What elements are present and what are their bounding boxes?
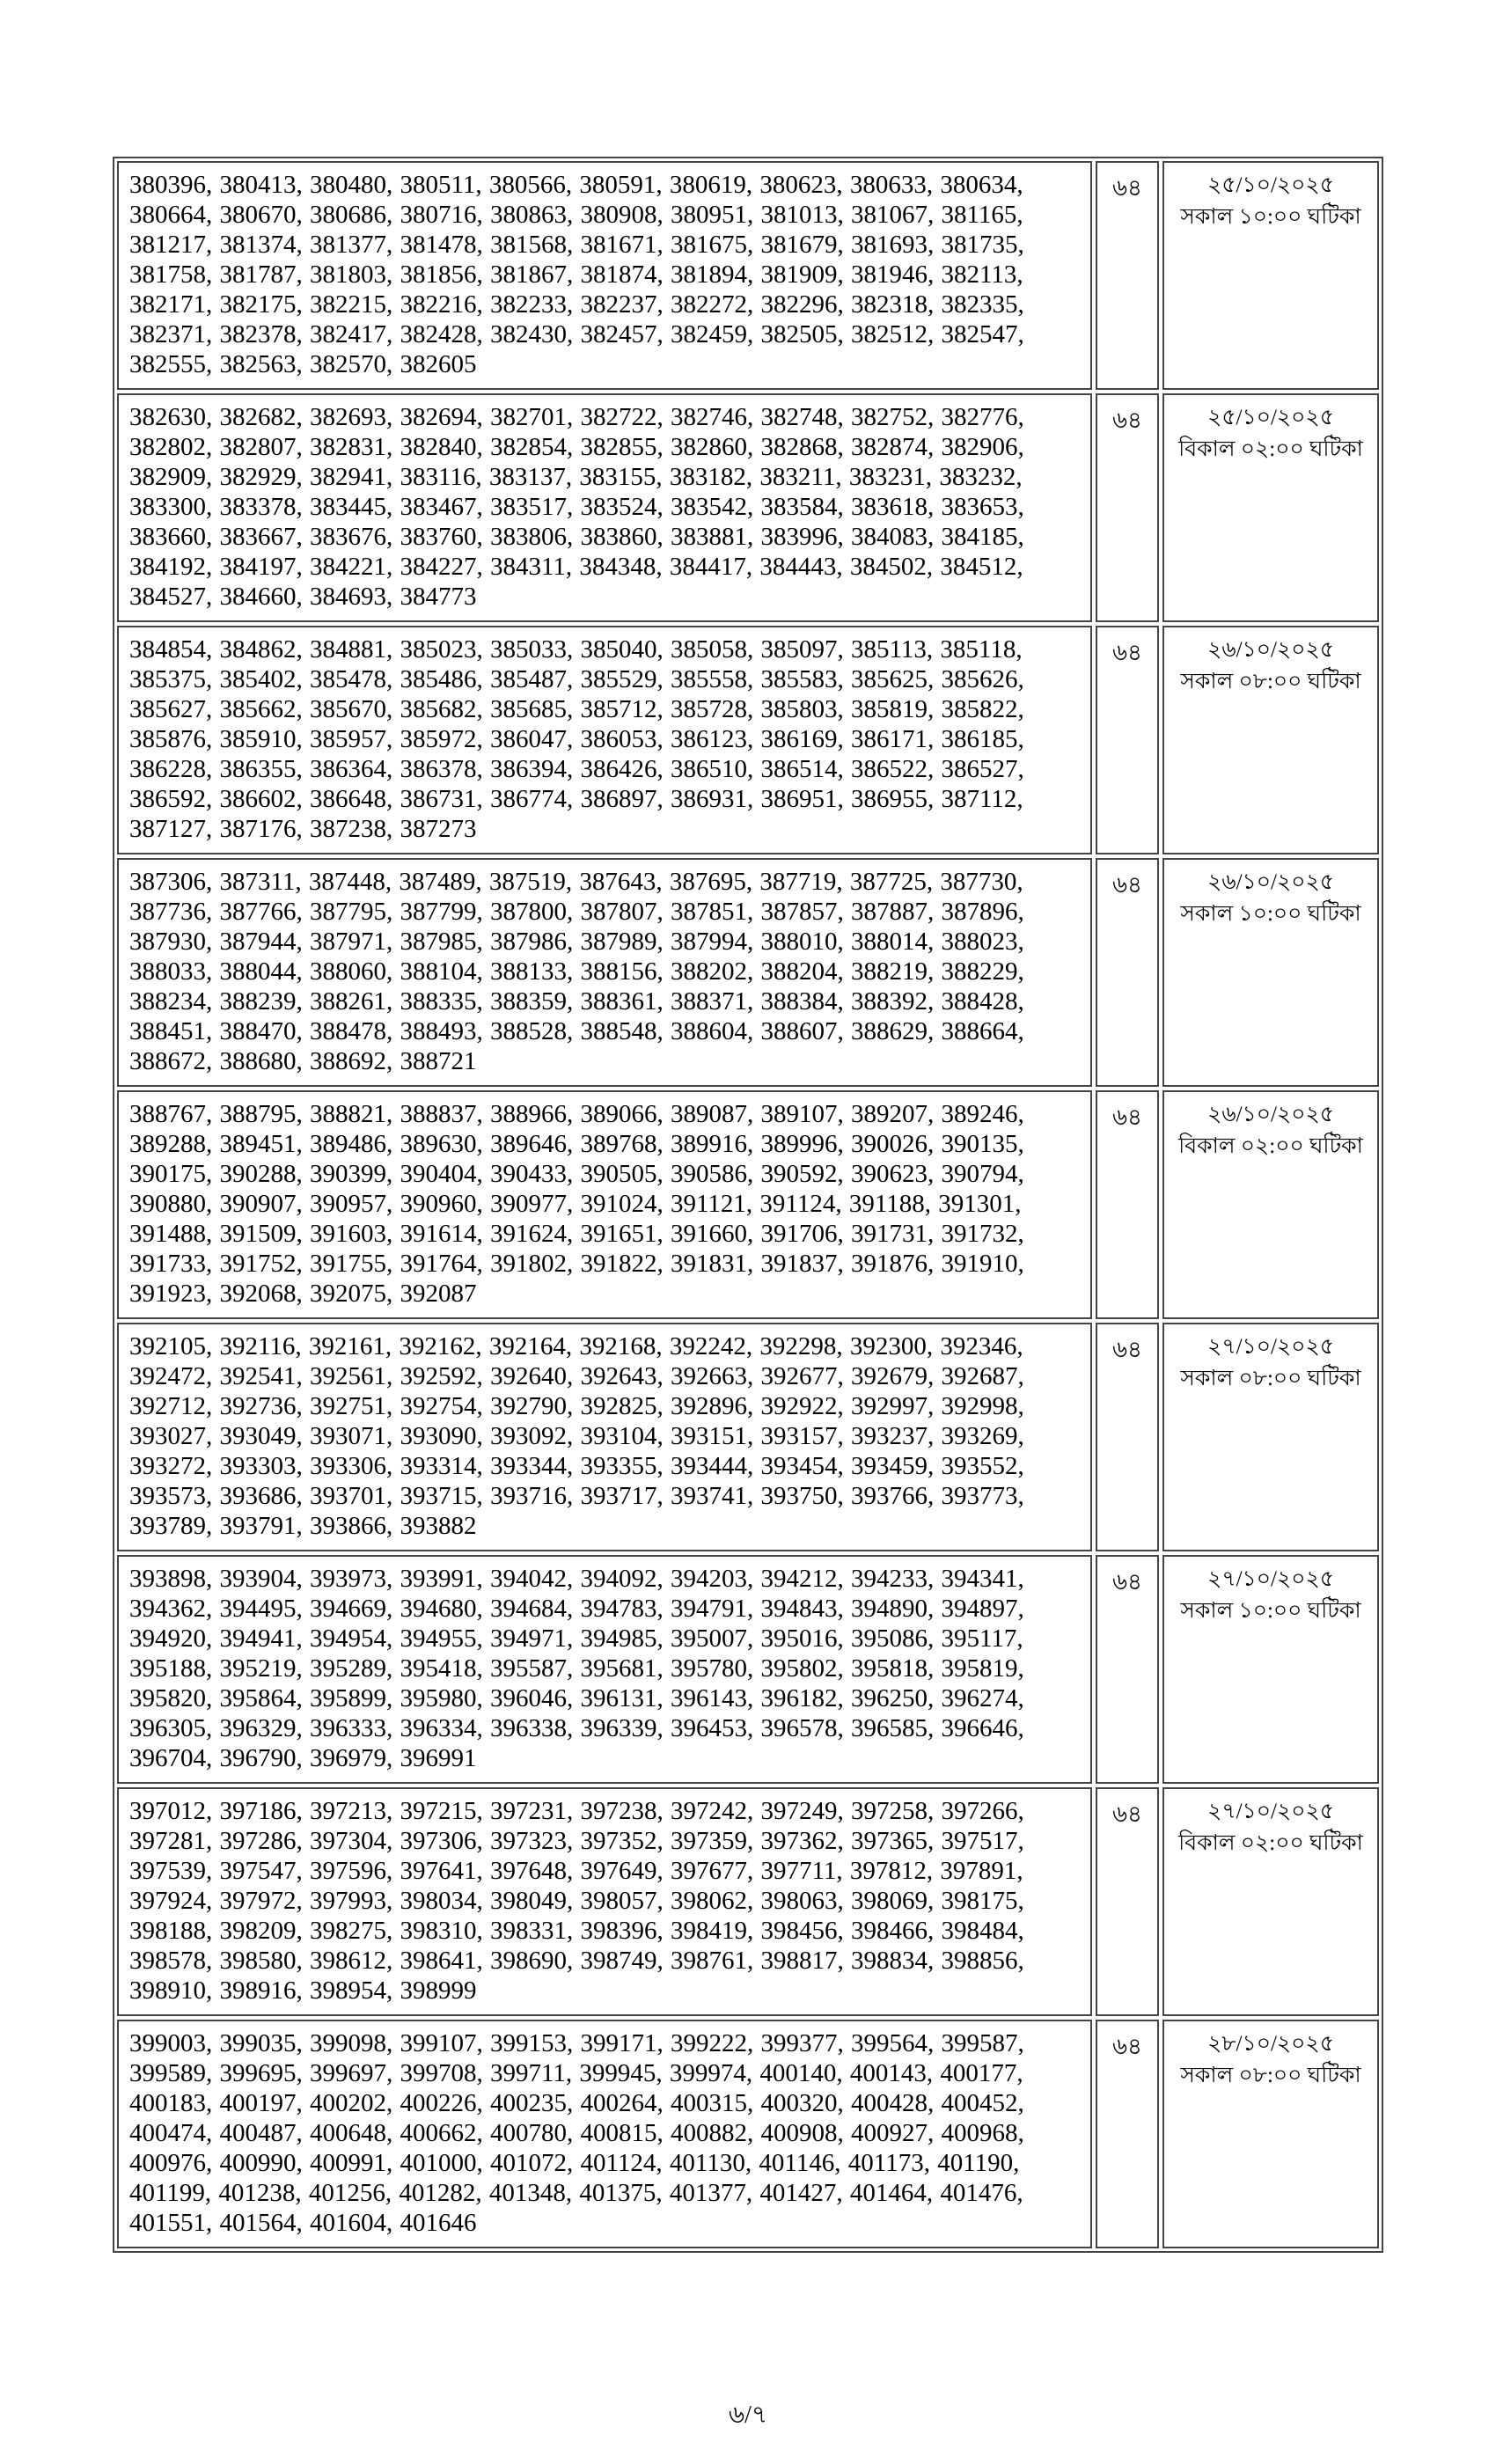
- table-row: [117, 1090, 1379, 1319]
- roll-numbers-cell: 393898, 393904, 393973, 393991, 394042, 394092, 394203, 394212, 394233, 394341, 394362, 394495, 394669, 394680, 394684, 394783, 394791, 394843, 394890, 394897, 394920, 394941, 394954, 394955, 394971, 394985, 395007, 395016, 395086, 395117, 395188, 395219, 395289, 395418, 395587, 395681, 395780, 395802, 395818, 395819, 395820, 395864, 395899, 395980, 396046, 396131, 396143, 396182, 396250, 396274, 396305, 396329, 396333, 396334, 396338, 396339, 396453, 396578, 396585, 396646, 396704, 396790, 396979, 396991: [117, 1555, 1092, 1784]
- roll-numbers-cell: 387306, 387311, 387448, 387489, 387519, 387643, 387695, 387719, 387725, 387730, 387736, 387766, 387795, 387799, 387800, 387807, 387851, 387857, 387887, 387896, 387930, 387944, 387971, 387985, 387986, 387989, 387994, 388010, 388014, 388023, 388033, 388044, 388060, 388104, 388133, 388156, 388202, 388204, 388219, 388229, 388234, 388239, 388261, 388335, 388359, 388361, 388371, 388384, 388392, 388428, 388451, 388470, 388478, 388493, 388528, 388548, 388604, 388607, 388629, 388664, 388672, 388680, 388692, 388721: [117, 858, 1092, 1087]
- roll-numbers-cell: 388767, 388795, 388821, 388837, 388966, 389066, 389087, 389107, 389207, 389246, 389288, 389451, 389486, 389630, 389646, 389768, 389916, 389996, 390026, 390135, 390175, 390288, 390399, 390404, 390433, 390505, 390586, 390592, 390623, 390794, 390880, 390907, 390957, 390960, 390977, 391024, 391121, 391124, 391188, 391301, 391488, 391509, 391603, 391614, 391624, 391651, 391660, 391706, 391731, 391732, 391733, 391752, 391755, 391764, 391802, 391822, 391831, 391837, 391876, 391910, 391923, 392068, 392075, 392087: [117, 1090, 1092, 1319]
- roll-numbers-cell: 397012, 397186, 397213, 397215, 397231, 397238, 397242, 397249, 397258, 397266, 397281, 397286, 397304, 397306, 397323, 397352, 397359, 397362, 397365, 397517, 397539, 397547, 397596, 397641, 397648, 397649, 397677, 397711, 397812, 397891, 397924, 397972, 397993, 398034, 398049, 398057, 398062, 398063, 398069, 398175, 398188, 398209, 398275, 398310, 398331, 398396, 398419, 398456, 398466, 398484, 398578, 398580, 398612, 398641, 398690, 398749, 398761, 398817, 398834, 398856, 398910, 398916, 398954, 398999: [117, 1787, 1092, 2016]
- exam-datetime-cell: [1162, 1323, 1379, 1551]
- roll-numbers-cell: 382630, 382682, 382693, 382694, 382701, 382722, 382746, 382748, 382752, 382776, 382802, 382807, 382831, 382840, 382854, 382855, 382860, 382868, 382874, 382906, 382909, 382929, 382941, 383116, 383137, 383155, 383182, 383211, 383231, 383232, 383300, 383378, 383445, 383467, 383517, 383524, 383542, 383584, 383618, 383653, 383660, 383667, 383676, 383760, 383806, 383860, 383881, 383996, 384083, 384185, 384192, 384197, 384221, 384227, 384311, 384348, 384417, 384443, 384502, 384512, 384527, 384660, 384693, 384773: [117, 393, 1092, 622]
- table-row: [117, 858, 1379, 1087]
- page-number: ৬/৭: [728, 2402, 768, 2429]
- roll-numbers-cell: 399003, 399035, 399098, 399107, 399153, 399171, 399222, 399377, 399564, 399587, 399589, 399695, 399697, 399708, 399711, 399945, 399974, 400140, 400143, 400177, 400183, 400197, 400202, 400226, 400235, 400264, 400315, 400320, 400428, 400452, 400474, 400487, 400648, 400662, 400780, 400815, 400882, 400908, 400927, 400968, 400976, 400990, 400991, 401000, 401072, 401124, 401130, 401146, 401173, 401190, 401199, 401238, 401256, 401282, 401348, 401375, 401377, 401427, 401464, 401476, 401551, 401564, 401604, 401646: [117, 2020, 1092, 2248]
- exam-time: সকাল ১০:০০ ঘটিকা: [1180, 1599, 1361, 1623]
- exam-date: ২৭/১০/২০২৫: [1207, 1567, 1334, 1591]
- candidate-count-cell: ৬৪: [1096, 1787, 1159, 2016]
- exam-datetime-cell: [1162, 393, 1379, 622]
- exam-datetime-cell: [1162, 1787, 1379, 2016]
- exam-datetime-cell: [1162, 1555, 1379, 1784]
- exam-time: সকাল ০৮:০০ ঘটিকা: [1180, 670, 1361, 693]
- candidate-count-cell: ৬৪: [1096, 1090, 1159, 1319]
- exam-datetime-cell: [1162, 626, 1379, 854]
- exam-date: ২৮/১০/২০২৫: [1207, 2032, 1334, 2056]
- table-row: [117, 626, 1379, 854]
- exam-date: ২৬/১০/২০২৫: [1207, 870, 1334, 894]
- exam-date: ২৬/১০/২০২৫: [1207, 638, 1334, 662]
- exam-time: সকাল ০৮:০০ ঘটিকা: [1180, 1367, 1361, 1390]
- exam-time: বিকাল ০২:০০ ঘটিকা: [1178, 437, 1363, 461]
- candidate-count-cell: ৬৪: [1096, 858, 1159, 1087]
- exam-datetime-cell: [1162, 161, 1379, 390]
- candidate-count-cell: ৬৪: [1096, 161, 1159, 390]
- candidate-count-cell: ৬৪: [1096, 626, 1159, 854]
- candidate-count-cell: ৬৪: [1096, 1323, 1159, 1551]
- candidate-count-cell: ৬৪: [1096, 1555, 1159, 1784]
- table-row: [117, 1555, 1379, 1784]
- table-row: [117, 161, 1379, 390]
- roll-numbers-cell: 392105, 392116, 392161, 392162, 392164, 392168, 392242, 392298, 392300, 392346, 392472, 392541, 392561, 392592, 392640, 392643, 392663, 392677, 392679, 392687, 392712, 392736, 392751, 392754, 392790, 392825, 392896, 392922, 392997, 392998, 393027, 393049, 393071, 393090, 393092, 393104, 393151, 393157, 393237, 393269, 393272, 393303, 393306, 393314, 393344, 393355, 393444, 393454, 393459, 393552, 393573, 393686, 393701, 393715, 393716, 393717, 393741, 393750, 393766, 393773, 393789, 393791, 393866, 393882: [117, 1323, 1092, 1551]
- exam-date: ২৫/১০/২০২৫: [1207, 406, 1334, 429]
- table-row: [117, 1323, 1379, 1551]
- roll-numbers-cell: 380396, 380413, 380480, 380511, 380566, 380591, 380619, 380623, 380633, 380634, 380664, 380670, 380686, 380716, 380863, 380908, 380951, 381013, 381067, 381165, 381217, 381374, 381377, 381478, 381568, 381671, 381675, 381679, 381693, 381735, 381758, 381787, 381803, 381856, 381867, 381874, 381894, 381909, 381946, 382113, 382171, 382175, 382215, 382216, 382233, 382237, 382272, 382296, 382318, 382335, 382371, 382378, 382417, 382428, 382430, 382457, 382459, 382505, 382512, 382547, 382555, 382563, 382570, 382605: [117, 161, 1092, 390]
- table-row: [117, 2020, 1379, 2248]
- exam-schedule-table: [113, 157, 1383, 2253]
- exam-datetime-cell: [1162, 858, 1379, 1087]
- exam-time: বিকাল ০২:০০ ঘটিকা: [1178, 1831, 1363, 1855]
- exam-date: ২৭/১০/২০২৫: [1207, 1800, 1334, 1823]
- exam-time: বিকাল ০২:০০ ঘটিকা: [1178, 1134, 1363, 1158]
- exam-date: ২৭/১০/২০২৫: [1207, 1335, 1334, 1359]
- candidate-count-cell: ৬৪: [1096, 2020, 1159, 2248]
- exam-datetime-cell: [1162, 2020, 1379, 2248]
- exam-datetime-cell: [1162, 1090, 1379, 1319]
- candidate-count-cell: ৬৪: [1096, 393, 1159, 622]
- table-row: [117, 1787, 1379, 2016]
- exam-time: সকাল ১০:০০ ঘটিকা: [1180, 205, 1361, 229]
- table-row: [117, 393, 1379, 622]
- exam-date: ২৬/১০/২০২৫: [1207, 1103, 1334, 1126]
- exam-time: সকাল ১০:০০ ঘটিকা: [1180, 902, 1361, 926]
- exam-date: ২৫/১০/২০২৫: [1207, 173, 1334, 197]
- roll-numbers-cell: 384854, 384862, 384881, 385023, 385033, 385040, 385058, 385097, 385113, 385118, 385375, 385402, 385478, 385486, 385487, 385529, 385558, 385583, 385625, 385626, 385627, 385662, 385670, 385682, 385685, 385712, 385728, 385803, 385819, 385822, 385876, 385910, 385957, 385972, 386047, 386053, 386123, 386169, 386171, 386185, 386228, 386355, 386364, 386378, 386394, 386426, 386510, 386514, 386522, 386527, 386592, 386602, 386648, 386731, 386774, 386897, 386931, 386951, 386955, 387112, 387127, 387176, 387238, 387273: [117, 626, 1092, 854]
- exam-time: সকাল ০৮:০০ ঘটিকা: [1180, 2064, 1361, 2087]
